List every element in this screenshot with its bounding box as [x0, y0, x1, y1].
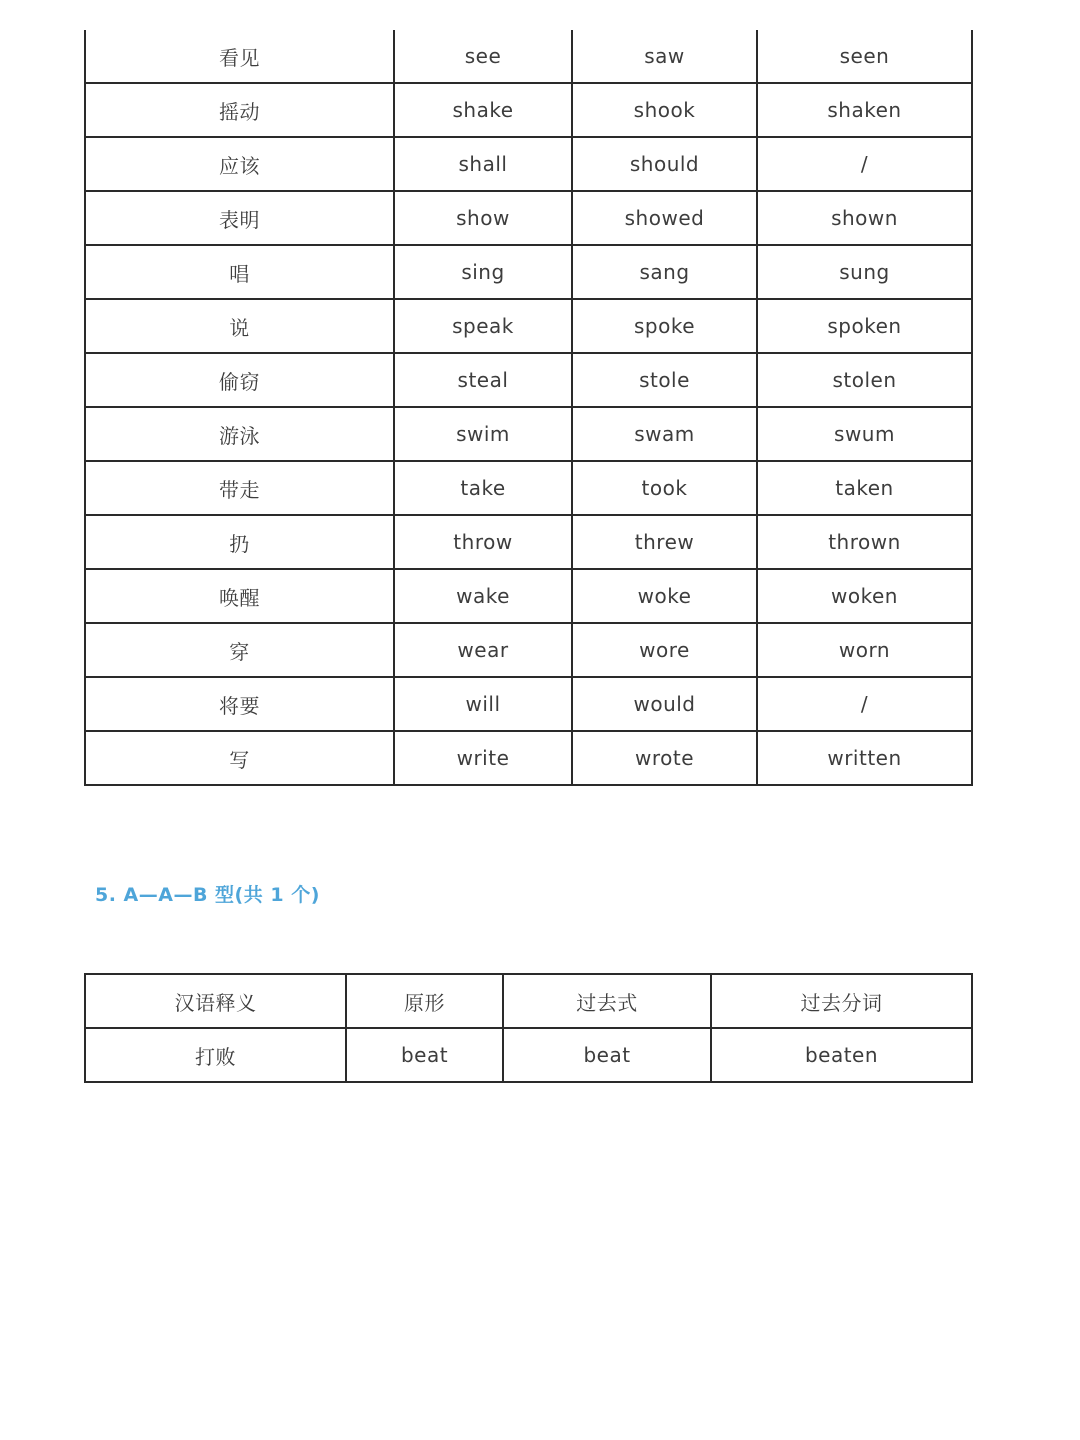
- table-row: [85, 461, 972, 515]
- header-past-tense: 过去式: [503, 974, 711, 1028]
- cell-chinese-meaning: 打败: [85, 1028, 346, 1082]
- cell-base-form: shall: [394, 137, 572, 191]
- cell-chinese-meaning: 表明: [85, 191, 394, 245]
- cell-past-participle: taken: [757, 461, 972, 515]
- cell-past-participle: thrown: [757, 515, 972, 569]
- cell-base-form: show: [394, 191, 572, 245]
- cell-past-tense: swam: [572, 407, 757, 461]
- table-header-row: [85, 974, 972, 1028]
- table-row: [85, 83, 972, 137]
- irregular-verbs-table: [84, 30, 973, 786]
- cell-chinese-meaning: 唤醒: [85, 569, 394, 623]
- cell-chinese-meaning: 应该: [85, 137, 394, 191]
- cell-chinese-meaning: 摇动: [85, 83, 394, 137]
- cell-base-form: steal: [394, 353, 572, 407]
- cell-past-participle: written: [757, 731, 972, 785]
- cell-chinese-meaning: 写: [85, 731, 394, 785]
- cell-past-participle: /: [757, 677, 972, 731]
- cell-past-participle: worn: [757, 623, 972, 677]
- cell-past-tense: threw: [572, 515, 757, 569]
- cell-chinese-meaning: 游泳: [85, 407, 394, 461]
- cell-past-participle: woken: [757, 569, 972, 623]
- cell-chinese-meaning: 看见: [85, 30, 394, 83]
- section-heading-aab: 5. A—A—B 型(共 1 个): [95, 884, 320, 906]
- cell-chinese-meaning: 偷窃: [85, 353, 394, 407]
- cell-past-tense: would: [572, 677, 757, 731]
- table-row: [85, 731, 972, 785]
- cell-base-form: beat: [346, 1028, 503, 1082]
- table-row: [85, 137, 972, 191]
- table-row: [85, 677, 972, 731]
- table-row: [85, 407, 972, 461]
- cell-past-participle: sung: [757, 245, 972, 299]
- cell-base-form: shake: [394, 83, 572, 137]
- cell-past-participle: shown: [757, 191, 972, 245]
- cell-chinese-meaning: 唱: [85, 245, 394, 299]
- cell-base-form: swim: [394, 407, 572, 461]
- cell-chinese-meaning: 穿: [85, 623, 394, 677]
- header-base-form: 原形: [346, 974, 503, 1028]
- cell-base-form: sing: [394, 245, 572, 299]
- cell-chinese-meaning: 将要: [85, 677, 394, 731]
- cell-past-tense: wrote: [572, 731, 757, 785]
- header-past-participle: 过去分词: [711, 974, 972, 1028]
- cell-past-participle: seen: [757, 30, 972, 83]
- table-row: [85, 245, 972, 299]
- cell-base-form: take: [394, 461, 572, 515]
- cell-past-tense: beat: [503, 1028, 711, 1082]
- table-row: [85, 30, 972, 83]
- cell-chinese-meaning: 带走: [85, 461, 394, 515]
- cell-base-form: throw: [394, 515, 572, 569]
- table-row: [85, 623, 972, 677]
- cell-past-participle: swum: [757, 407, 972, 461]
- cell-past-tense: spoke: [572, 299, 757, 353]
- cell-past-tense: stole: [572, 353, 757, 407]
- cell-base-form: speak: [394, 299, 572, 353]
- cell-past-tense: shook: [572, 83, 757, 137]
- cell-past-tense: took: [572, 461, 757, 515]
- aab-verbs-table-body: [85, 974, 972, 1082]
- cell-past-participle: shaken: [757, 83, 972, 137]
- cell-base-form: see: [394, 30, 572, 83]
- table-row: [85, 569, 972, 623]
- cell-past-participle: /: [757, 137, 972, 191]
- aab-verbs-table: [84, 973, 973, 1083]
- cell-past-tense: saw: [572, 30, 757, 83]
- table-row: [85, 353, 972, 407]
- cell-chinese-meaning: 扔: [85, 515, 394, 569]
- cell-past-participle: spoken: [757, 299, 972, 353]
- cell-base-form: will: [394, 677, 572, 731]
- table-row: [85, 515, 972, 569]
- table-row: [85, 1028, 972, 1082]
- cell-past-tense: should: [572, 137, 757, 191]
- cell-past-tense: wore: [572, 623, 757, 677]
- header-chinese-meaning: 汉语释义: [85, 974, 346, 1028]
- cell-past-participle: beaten: [711, 1028, 972, 1082]
- cell-past-tense: sang: [572, 245, 757, 299]
- cell-base-form: write: [394, 731, 572, 785]
- cell-past-tense: woke: [572, 569, 757, 623]
- cell-past-tense: showed: [572, 191, 757, 245]
- table-row: [85, 299, 972, 353]
- table-row: [85, 191, 972, 245]
- cell-past-participle: stolen: [757, 353, 972, 407]
- irregular-verbs-table-body: [85, 30, 972, 785]
- cell-base-form: wear: [394, 623, 572, 677]
- cell-chinese-meaning: 说: [85, 299, 394, 353]
- cell-base-form: wake: [394, 569, 572, 623]
